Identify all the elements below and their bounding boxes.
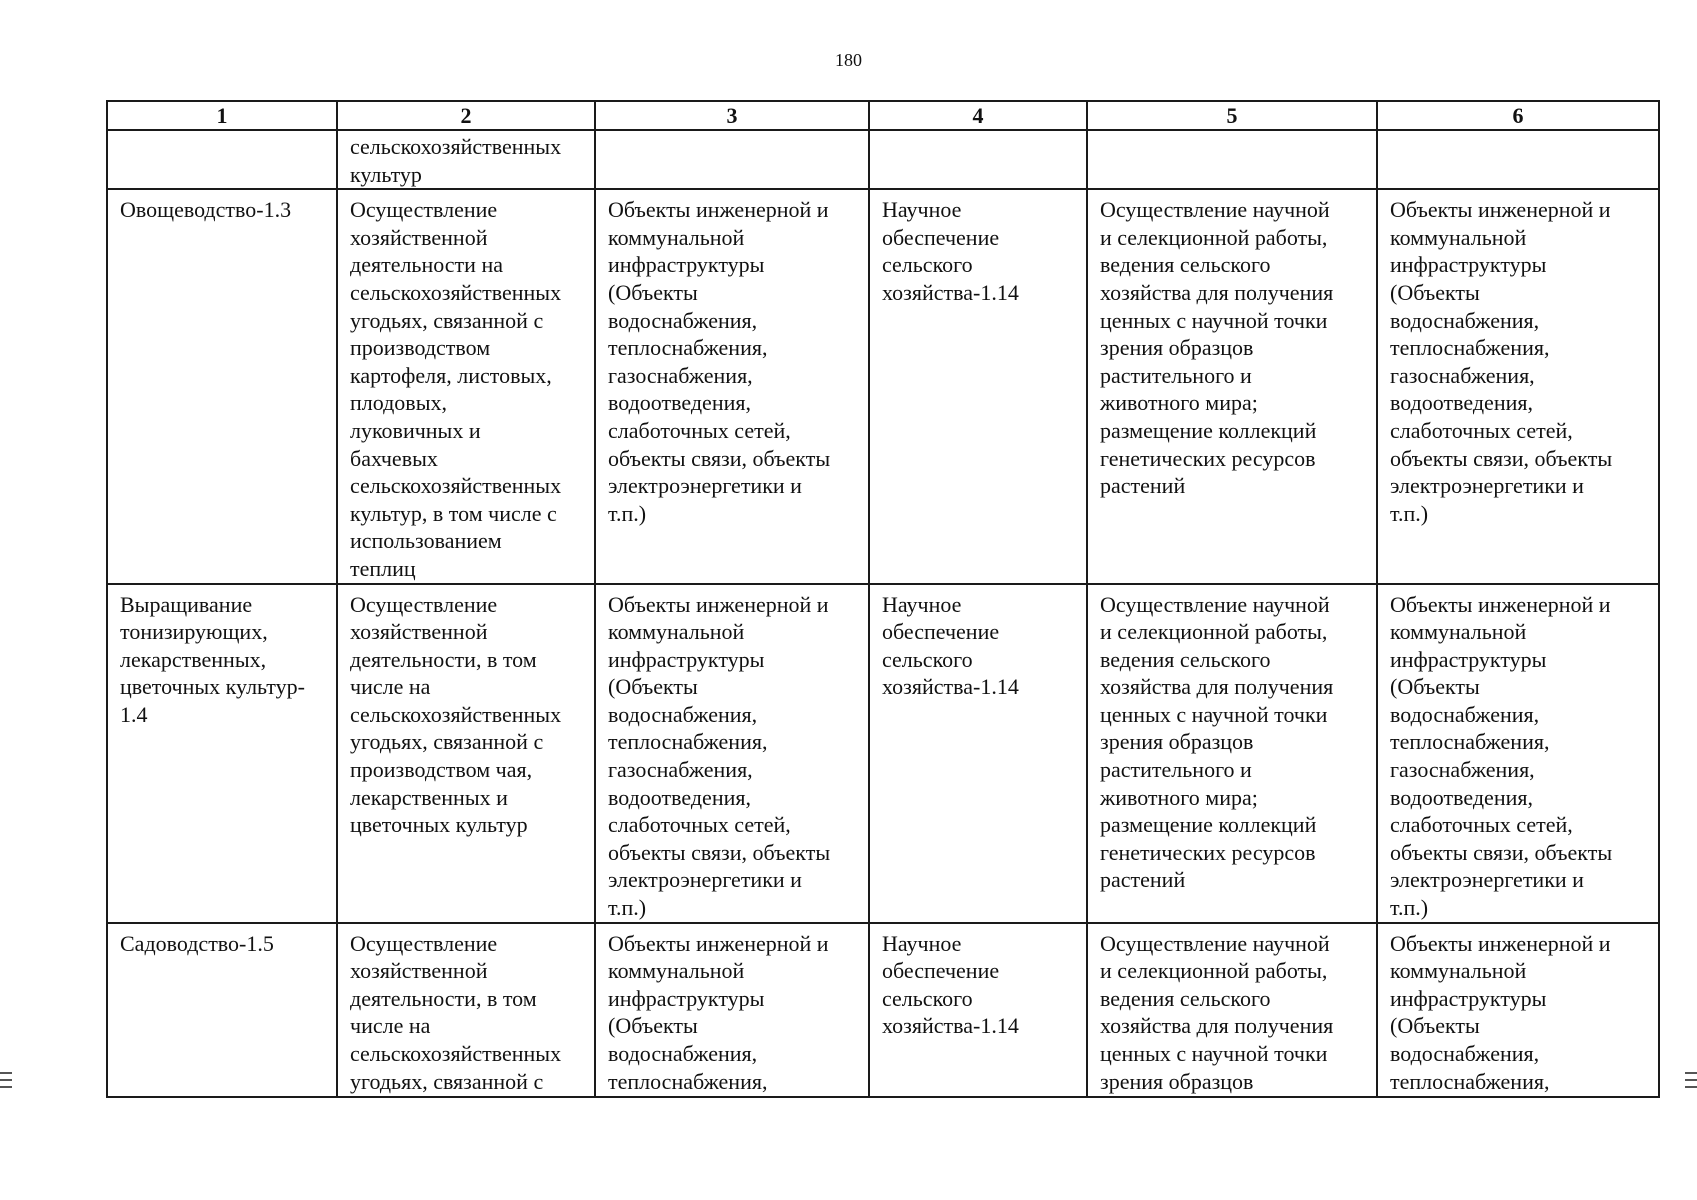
land-use-table: [106, 100, 1660, 1098]
use-description-cell: сельскохозяйственных культур: [337, 130, 595, 189]
use-name-cell: [107, 130, 337, 189]
conditional-use-cell: Научное обеспечение сельского хозяйства-1.14: [869, 923, 1087, 1097]
conditional-description-cell: Осуществление научной и селекционной работы, ведения сельского хозяйства для получения ценных с научной точки зрения образцов растительного и животного мира; размещение коллекций генетических ресурсов растений: [1087, 584, 1377, 923]
conditional-aux-cell: [1377, 130, 1659, 189]
table-row: [107, 130, 1659, 189]
use-name-cell: Овощеводство-1.3: [107, 189, 337, 583]
conditional-use-cell: [869, 130, 1087, 189]
column-header: 5: [1087, 101, 1377, 130]
aux-objects-cell: Объекты инженерной и коммунальной инфраструктуры (Объекты водоснабжения, теплоснабжения,: [595, 923, 869, 1097]
table-row: [107, 189, 1659, 583]
conditional-description-cell: Осуществление научной и селекционной работы, ведения сельского хозяйства для получения ценных с научной точки зрения образцов: [1087, 923, 1377, 1097]
table-row: [107, 584, 1659, 923]
column-header: 2: [337, 101, 595, 130]
conditional-aux-cell: Объекты инженерной и коммунальной инфраструктуры (Объекты водоснабжения, теплоснабжения, газоснабжения, водоотведения, слаботочных сетей, объекты связи, объекты электроэнергетики и т.п.): [1377, 584, 1659, 923]
conditional-aux-cell: Объекты инженерной и коммунальной инфраструктуры (Объекты водоснабжения, теплоснабжения,: [1377, 923, 1659, 1097]
column-header: 4: [869, 101, 1087, 130]
aux-objects-cell: Объекты инженерной и коммунальной инфраструктуры (Объекты водоснабжения, теплоснабжения, газоснабжения, водоотведения, слаботочных сетей, объекты связи, объекты электроэнергетики и т.п.): [595, 584, 869, 923]
conditional-description-cell: Осуществление научной и селекционной работы, ведения сельского хозяйства для получения ценных с научной точки зрения образцов растительного и животного мира; размещение коллекций генетических ресурсов растений: [1087, 189, 1377, 583]
use-name-cell: Садоводство-1.5: [107, 923, 337, 1097]
scan-edge-mark-left: [0, 1072, 12, 1094]
conditional-aux-cell: Объекты инженерной и коммунальной инфраструктуры (Объекты водоснабжения, теплоснабжения, газоснабжения, водоотведения, слаботочных сетей, объекты связи, объекты электроэнергетики и т.п.): [1377, 189, 1659, 583]
conditional-use-cell: Научное обеспечение сельского хозяйства-1.14: [869, 584, 1087, 923]
scan-edge-mark-right: [1685, 1072, 1697, 1094]
table-header-row: [107, 101, 1659, 130]
use-description-cell: Осуществление хозяйственной деятельности на сельскохозяйственных угодьях, связанной с производством картофеля, листовых, плодовых, луковичных и бахчевых сельскохозяйственных культур, в том числе с использованием теплиц: [337, 189, 595, 583]
page-number: 180: [835, 50, 862, 70]
column-header: 6: [1377, 101, 1659, 130]
column-header: 3: [595, 101, 869, 130]
column-header: 1: [107, 101, 337, 130]
aux-objects-cell: Объекты инженерной и коммунальной инфраструктуры (Объекты водоснабжения, теплоснабжения, газоснабжения, водоотведения, слаботочных сетей, объекты связи, объекты электроэнергетики и т.п.): [595, 189, 869, 583]
conditional-description-cell: [1087, 130, 1377, 189]
aux-objects-cell: [595, 130, 869, 189]
use-name-cell: Выращивание тонизирующих, лекарственных, цветочных культур- 1.4: [107, 584, 337, 923]
use-description-cell: Осуществление хозяйственной деятельности, в том числе на сельскохозяйственных угодьях, связанной с: [337, 923, 595, 1097]
use-description-cell: Осуществление хозяйственной деятельности, в том числе на сельскохозяйственных угодьях, связанной с производством чая, лекарственных и цветочных культур: [337, 584, 595, 923]
table-row: [107, 923, 1659, 1097]
conditional-use-cell: Научное обеспечение сельского хозяйства-1.14: [869, 189, 1087, 583]
